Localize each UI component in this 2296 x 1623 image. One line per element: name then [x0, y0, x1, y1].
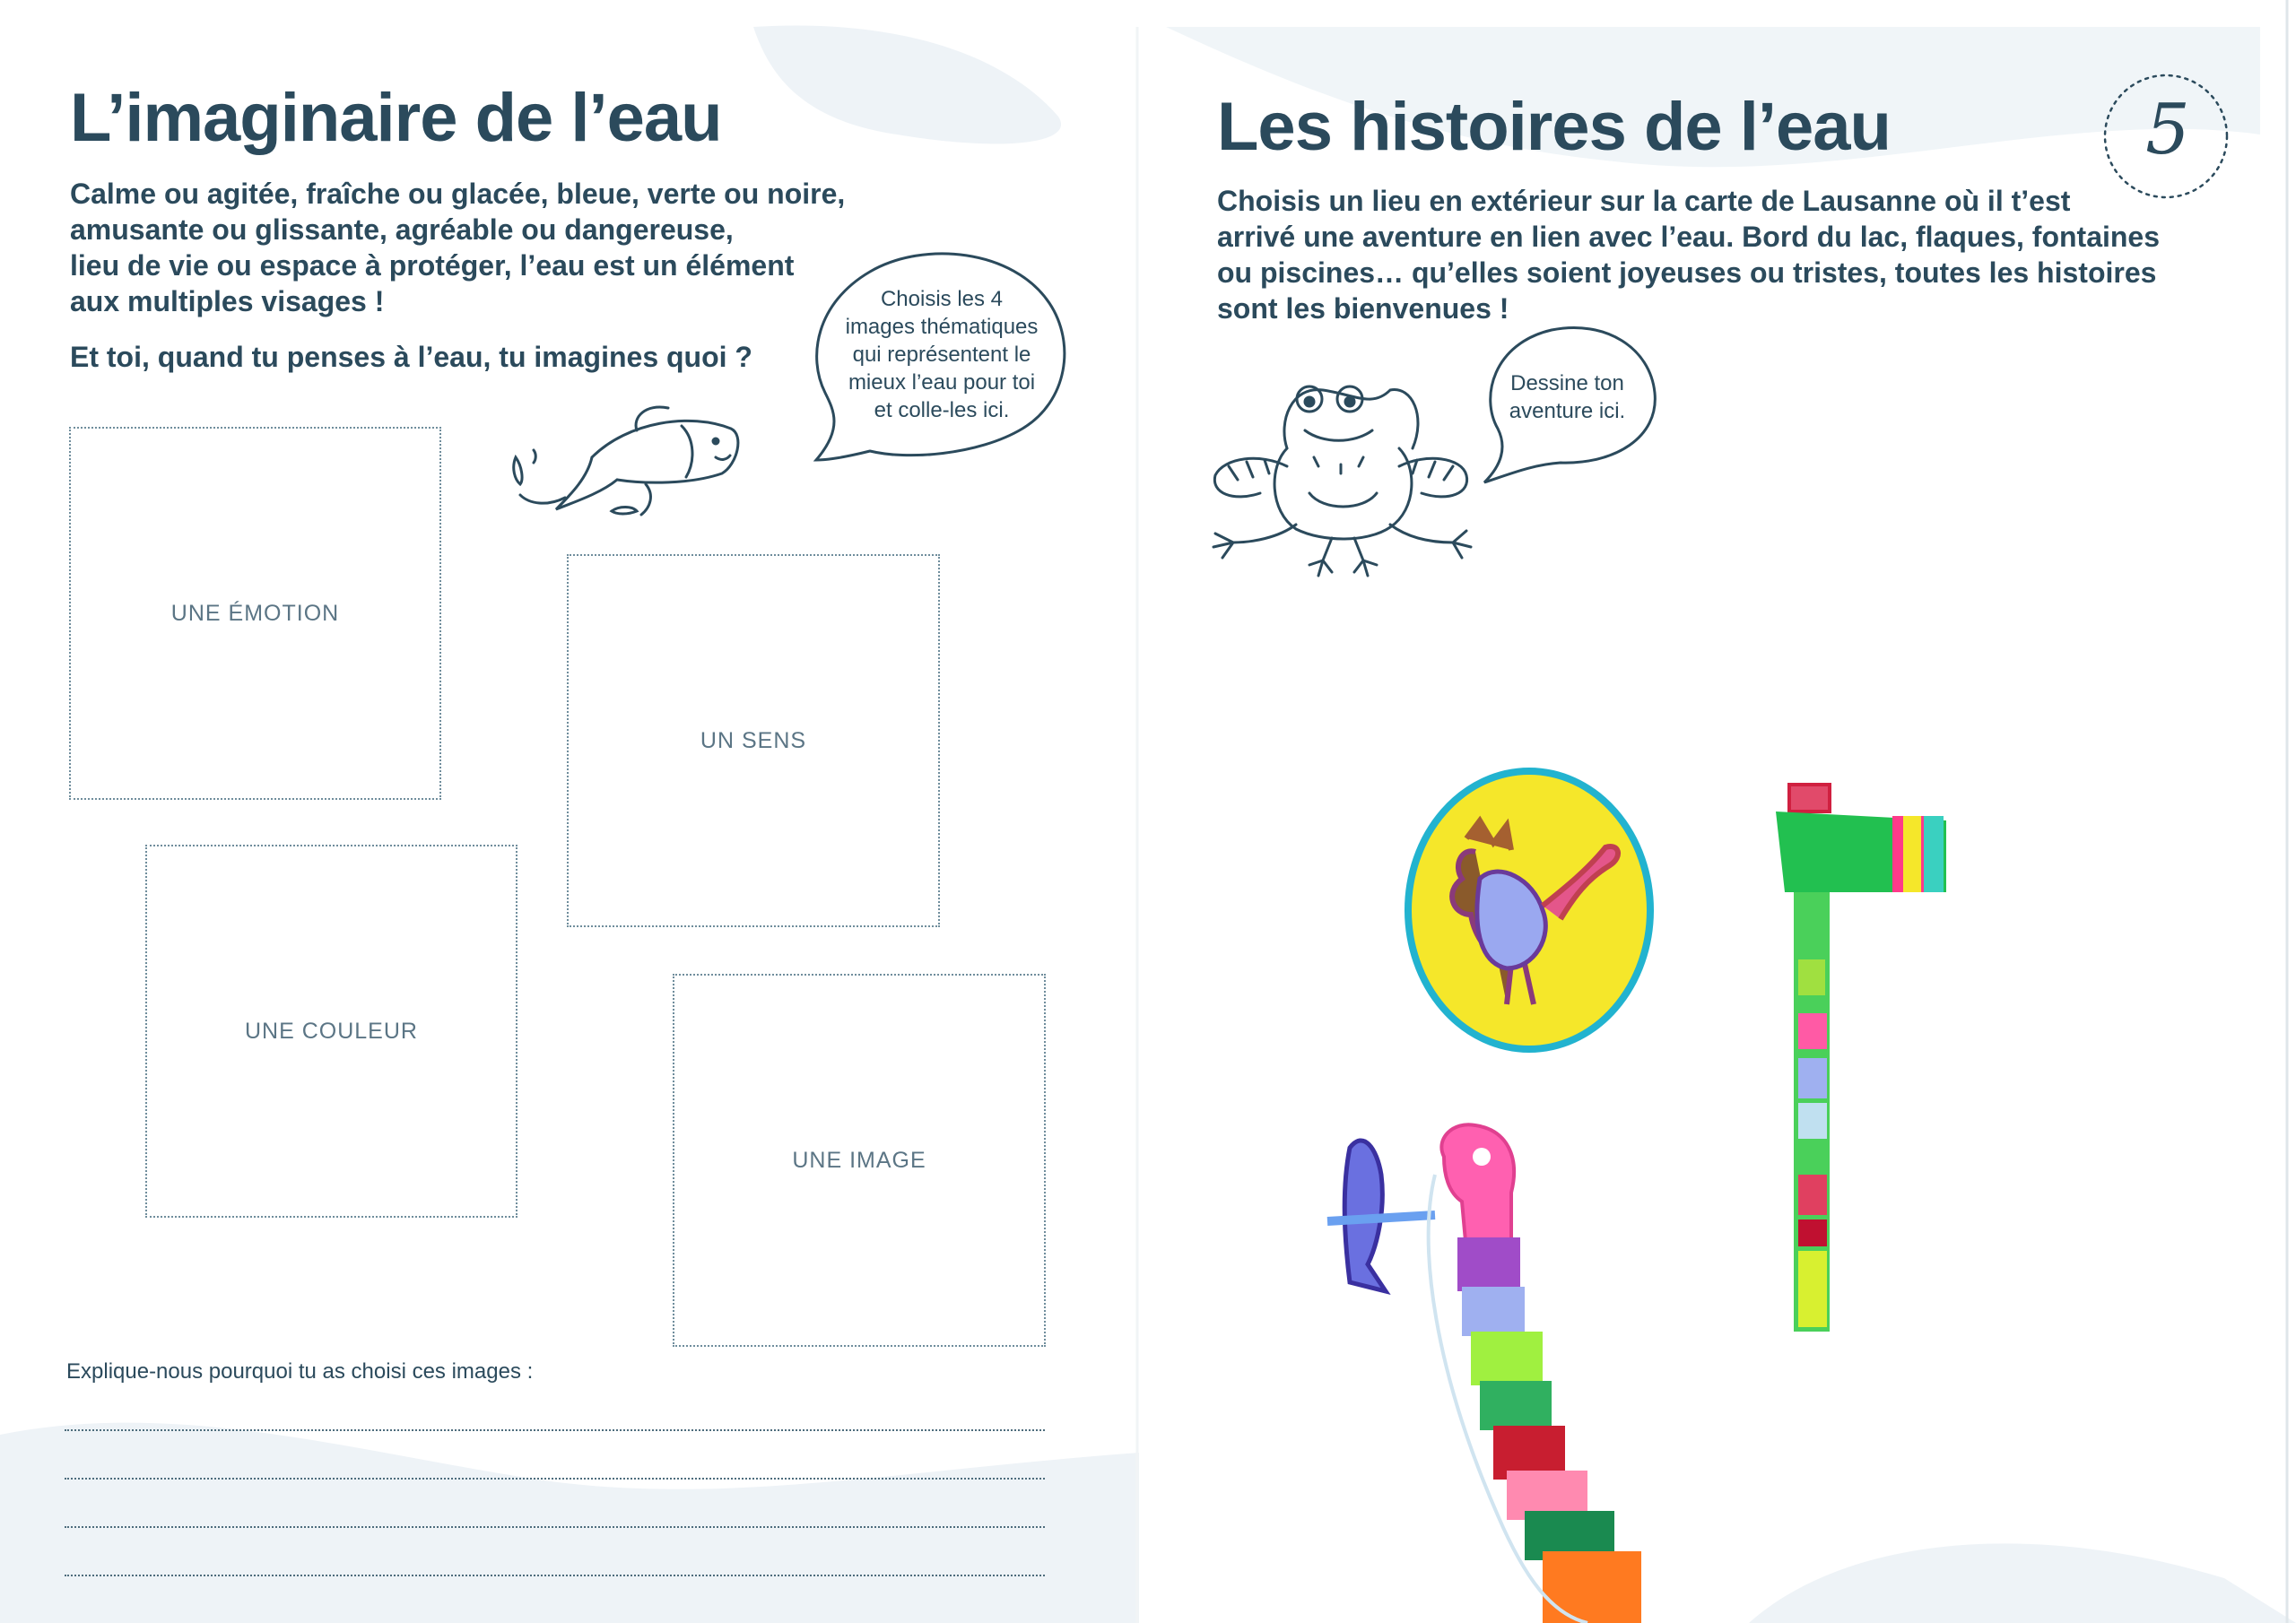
bubble-line: et colle-les ici.	[874, 398, 1010, 422]
bubble-line: qui représentent le	[852, 343, 1031, 367]
intro-line: Calme ou agitée, fraîche ou glacée, bleue, verte ou noire,	[70, 178, 846, 210]
frog-illustration	[1197, 368, 1475, 583]
intro-line: aux multiples visages !	[70, 285, 385, 317]
intro-line: sont les bienvenues !	[1217, 292, 1509, 325]
right-intro-paragraph	[1217, 183, 2222, 326]
right-bubble-text	[1489, 369, 1646, 425]
page-number: 5	[2145, 90, 2190, 170]
box-label: UNE COULEUR	[245, 1018, 418, 1044]
intro-line: arrivé une aventure en lien avec l’eau. Bord du lac, flaques, fontaines	[1217, 221, 2161, 253]
box-emotion[interactable]	[69, 427, 441, 800]
right-page-title: Les histoires de l’eau	[1217, 89, 1891, 165]
intro-line: lieu de vie ou espace à protéger, l’eau est un élément	[70, 249, 795, 282]
left-page-title: L’imaginaire de l’eau	[70, 80, 722, 156]
box-sens[interactable]	[567, 554, 940, 927]
fish-illustration	[502, 395, 753, 529]
bubble-line: Choisis les 4	[880, 287, 1004, 311]
explain-label: Explique-nous pourquoi tu as choisi ces images :	[66, 1359, 534, 1384]
answer-line[interactable]	[65, 1575, 1045, 1576]
left-question: Et toi, quand tu penses à l’eau, tu imagines quoi ?	[70, 341, 752, 373]
answer-line[interactable]	[65, 1478, 1045, 1480]
answer-line[interactable]	[65, 1526, 1045, 1528]
box-label: UNE IMAGE	[792, 1147, 926, 1173]
box-image[interactable]	[673, 974, 1046, 1347]
intro-line: Choisis un lieu en extérieur sur la carte de Lausanne où il t’est	[1217, 185, 2071, 217]
bubble-line: aventure ici.	[1509, 399, 1626, 423]
box-label: UN SENS	[700, 727, 807, 753]
bubble-line: images thématiques	[845, 315, 1039, 339]
box-couleur[interactable]	[145, 845, 517, 1218]
answer-line[interactable]	[65, 1429, 1045, 1431]
left-bubble-text	[816, 285, 1067, 424]
bubble-line: mieux l’eau pour toi	[848, 370, 1036, 395]
box-label: UNE ÉMOTION	[170, 600, 340, 626]
bubble-line: Dessine ton	[1510, 371, 1624, 395]
left-intro-paragraph	[70, 176, 877, 319]
intro-line: amusante ou glissante, agréable ou dangereuse,	[70, 213, 734, 246]
child-drawing	[1318, 744, 2000, 1623]
intro-line: ou piscines… qu’elles soient joyeuses ou tristes, toutes les histoires	[1217, 256, 2157, 289]
